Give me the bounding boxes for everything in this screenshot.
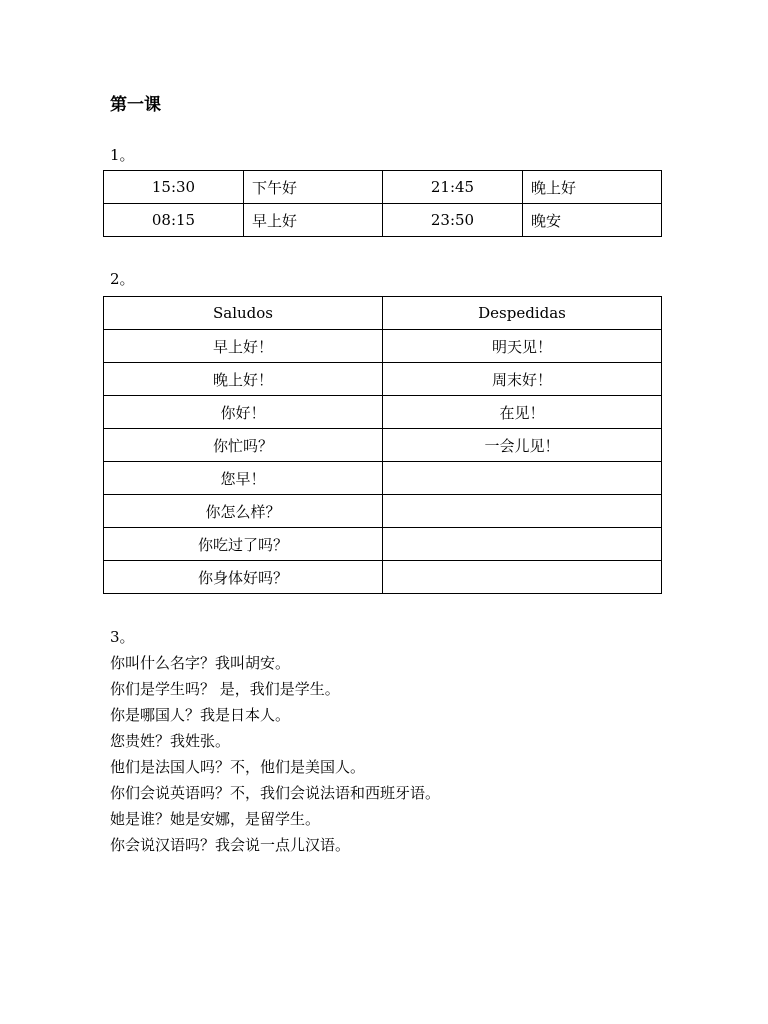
- section-3-label: 3。: [110, 628, 135, 646]
- greetings-farewells-table: [103, 296, 662, 594]
- dialogue-line: 她是谁？她是安娜，是留学生。: [110, 810, 321, 828]
- dialogue-line: 您贵姓？我姓张。: [110, 732, 231, 750]
- time-cell: 15:30: [104, 171, 244, 204]
- greeting-cell: 晚安: [523, 204, 662, 237]
- table-header-row: [104, 297, 662, 330]
- saludo-cell: 晚上好！: [104, 363, 383, 396]
- saludo-cell: 你忙吗？: [104, 429, 383, 462]
- saludo-cell: 你怎么样？: [104, 495, 383, 528]
- saludo-cell: 你好！: [104, 396, 383, 429]
- time-greetings-table: [103, 170, 662, 237]
- despedida-cell: 明天见！: [383, 330, 662, 363]
- table-row: [104, 396, 662, 429]
- saludo-cell: 你身体好吗？: [104, 561, 383, 594]
- column-header-despedidas: Despedidas: [383, 297, 662, 330]
- despedida-cell: [383, 495, 662, 528]
- table-row: [104, 561, 662, 594]
- table-row: [104, 429, 662, 462]
- section-1-label: 1。: [110, 146, 135, 164]
- time-cell: 23:50: [383, 204, 523, 237]
- table-row: [104, 330, 662, 363]
- column-header-saludos: Saludos: [104, 297, 383, 330]
- section-2-label: 2。: [110, 270, 135, 288]
- table-row: [104, 171, 662, 204]
- despedida-cell: [383, 528, 662, 561]
- greeting-cell: 晚上好: [523, 171, 662, 204]
- greeting-cell: 早上好: [244, 204, 383, 237]
- greeting-cell: 下午好: [244, 171, 383, 204]
- dialogue-line: 你叫什么名字？我叫胡安。: [110, 654, 291, 672]
- dialogue-line: 你会说汉语吗？我会说一点儿汉语。: [110, 836, 351, 854]
- despedida-cell: [383, 561, 662, 594]
- table-row: [104, 495, 662, 528]
- time-cell: 21:45: [383, 171, 523, 204]
- saludo-cell: 早上好！: [104, 330, 383, 363]
- saludo-cell: 你吃过了吗？: [104, 528, 383, 561]
- despedida-cell: 在见！: [383, 396, 662, 429]
- table-row: [104, 462, 662, 495]
- dialogue-line: 你是哪国人？我是日本人。: [110, 706, 291, 724]
- dialogue-list: [110, 650, 440, 858]
- dialogue-line: 他们是法国人吗？不，他们是美国人。: [110, 758, 366, 776]
- despedida-cell: 一会儿见！: [383, 429, 662, 462]
- lesson-title: 第一课: [110, 95, 161, 115]
- time-cell: 08:15: [104, 204, 244, 237]
- table-row: [104, 528, 662, 561]
- saludo-cell: 您早！: [104, 462, 383, 495]
- despedida-cell: [383, 462, 662, 495]
- table-row: [104, 204, 662, 237]
- table-row: [104, 363, 662, 396]
- dialogue-line: 你们是学生吗？ 是，我们是学生。: [110, 680, 340, 698]
- despedida-cell: 周末好！: [383, 363, 662, 396]
- dialogue-line: 你们会说英语吗？不，我们会说法语和西班牙语。: [110, 784, 441, 802]
